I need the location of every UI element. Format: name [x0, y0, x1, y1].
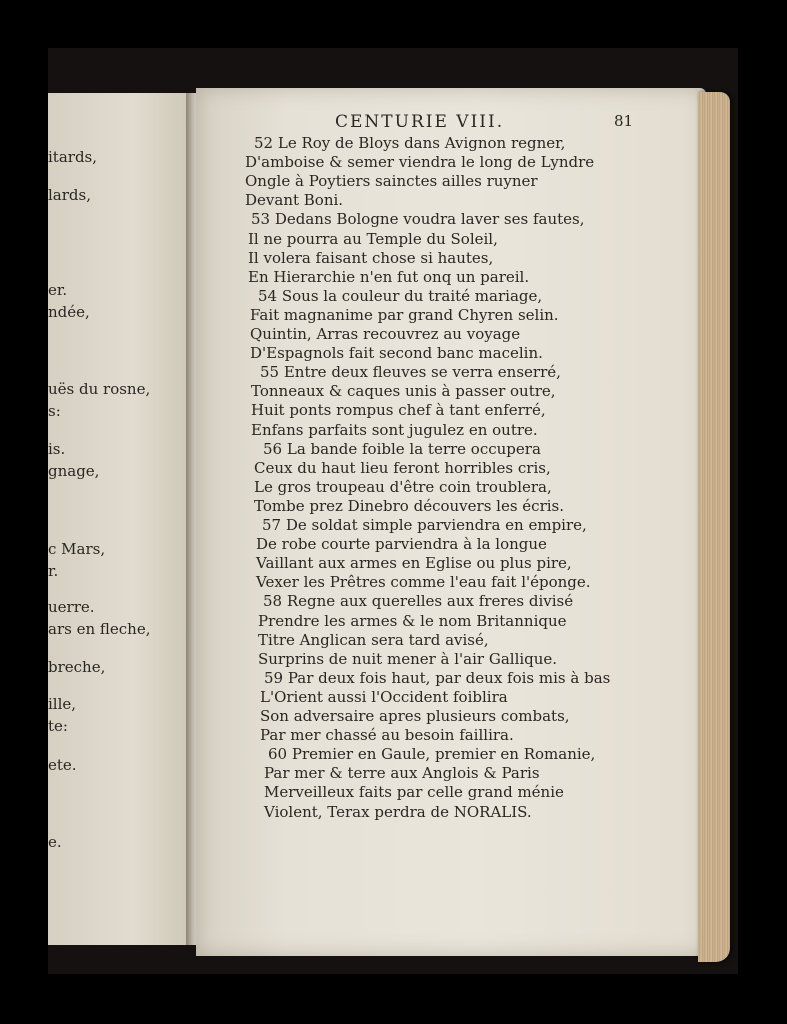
left-fragment: is.	[48, 440, 66, 458]
verse-line: Devant Boni.	[245, 191, 344, 210]
left-fragment: breche,	[48, 658, 106, 676]
left-fragment: lards,	[48, 186, 91, 204]
verse-text: Regne aux querelles aux freres divisé	[286, 592, 574, 611]
left-page-text	[48, 93, 188, 945]
verse-first-line	[260, 363, 561, 381]
page-number: 81	[614, 112, 634, 130]
verse-line: Prendre les armes & le nom Britannique	[258, 611, 567, 630]
verse-line: Son adversaire apres plusieurs combats,	[260, 707, 570, 725]
left-fragment: gnage,	[48, 462, 100, 480]
verse-text: Entre deux fleuves se verra enserré,	[283, 363, 561, 382]
left-fragment: er.	[48, 281, 68, 299]
verse-text: La bande foible la terre occupera	[286, 439, 541, 458]
left-fragment: ndée,	[48, 303, 90, 321]
verse-first-line	[251, 210, 584, 228]
verse-text: Premier en Gaule, premier en Romanie,	[291, 745, 596, 764]
verse-text: Le Roy de Bloys dans Avignon regner,	[277, 134, 566, 152]
left-fragment: uës du rosne,	[48, 380, 151, 398]
verse-line: Vaillant aux armes en Eglise ou plus pire,	[256, 554, 572, 573]
verse-line: Le gros troupeau d'être coin troublera,	[254, 477, 552, 496]
verse-first-line	[268, 745, 595, 763]
verse-line: Huit ponts rompus chef à tant enferré,	[251, 401, 546, 420]
verse-line: L'Orient aussi l'Occident foiblira	[260, 687, 508, 706]
verse-line: Tombe prez Dinebro découvers les écris.	[254, 496, 565, 515]
verse-number: 55	[260, 363, 284, 382]
verse-line: De robe courte parviendra à la longue	[256, 535, 547, 554]
verse-line: Violent, Terax perdra de NORALIS.	[264, 802, 532, 821]
verse-first-line	[262, 516, 587, 534]
verse-text: Dedans Bologne voudra laver ses fautes,	[274, 210, 585, 229]
verse-number: 53	[251, 210, 275, 229]
verse-line: Titre Anglican sera tard avisé,	[258, 630, 489, 649]
verse-line: Merveilleux faits par celle grand ménie	[264, 783, 564, 802]
left-fragment: r.	[48, 562, 59, 580]
verse-line: Enfans parfaits sont jugulez en outre.	[251, 420, 538, 439]
verse-line: Quintin, Arras recouvrez au voyage	[250, 325, 521, 343]
verse-first-line	[258, 287, 542, 305]
left-fragment: uerre.	[48, 598, 95, 616]
verse-number: 58	[263, 592, 287, 611]
verse-number: 60	[268, 745, 292, 764]
left-fragment: itards,	[48, 148, 98, 166]
left-fragment: s:	[48, 402, 61, 420]
left-fragment: ars en fleche,	[48, 620, 151, 638]
verse-line: Vexer les Prêtres comme l'eau fait l'éponge.	[256, 573, 591, 592]
book-scan	[48, 48, 738, 974]
verse-first-line	[264, 669, 610, 687]
left-fragment: e.	[48, 833, 62, 851]
verse-line: D'Espagnols fait second banc macelin.	[250, 344, 543, 363]
verse-line: Il volera faisant chose si hautes,	[248, 248, 494, 267]
verse-number: 54	[258, 286, 282, 305]
left-fragment: ete.	[48, 756, 77, 774]
page-edges	[698, 92, 730, 962]
verse-number: 59	[264, 668, 288, 687]
verse-line: Fait magnanime par grand Chyren selin.	[250, 305, 559, 324]
left-fragment: c Mars,	[48, 540, 106, 558]
verse-text: Par deux fois haut, par deux fois mis à bas	[287, 668, 611, 687]
verse-line: Par mer & terre aux Anglois & Paris	[264, 764, 540, 783]
verse-text: Sous la couleur du traité mariage,	[281, 286, 543, 305]
verse-number: 56	[263, 439, 287, 458]
verse-first-line	[263, 440, 541, 458]
verse-line: En Hierarchie n'en fut onq un pareil.	[248, 267, 530, 286]
verse-text: De soldat simple parviendra en empire,	[285, 516, 587, 534]
page-title: CENTURIE VIII.	[335, 112, 505, 132]
verse-first-line	[254, 134, 565, 152]
verse-line: Par mer chassé au besoin faillira.	[260, 726, 514, 745]
verse-first-line	[263, 592, 573, 610]
verse-line: D'amboise & semer viendra le long de Lyndre	[245, 153, 595, 172]
verse-number: 57	[262, 516, 286, 534]
verse-number: 52	[254, 134, 278, 152]
verse-line: Il ne pourra au Temple du Soleil,	[248, 229, 498, 248]
verse-line: Ongle à Poytiers sainctes ailles ruyner	[245, 172, 538, 191]
verse-line: Surprins de nuit mener à l'air Gallique.	[258, 649, 558, 668]
left-fragment: te:	[48, 717, 68, 735]
left-fragment: ille,	[48, 695, 77, 713]
verse-line: Tonneaux & caques unis à passer outre,	[251, 382, 556, 401]
verse-line: Ceux du haut lieu feront horribles cris,	[254, 458, 551, 477]
